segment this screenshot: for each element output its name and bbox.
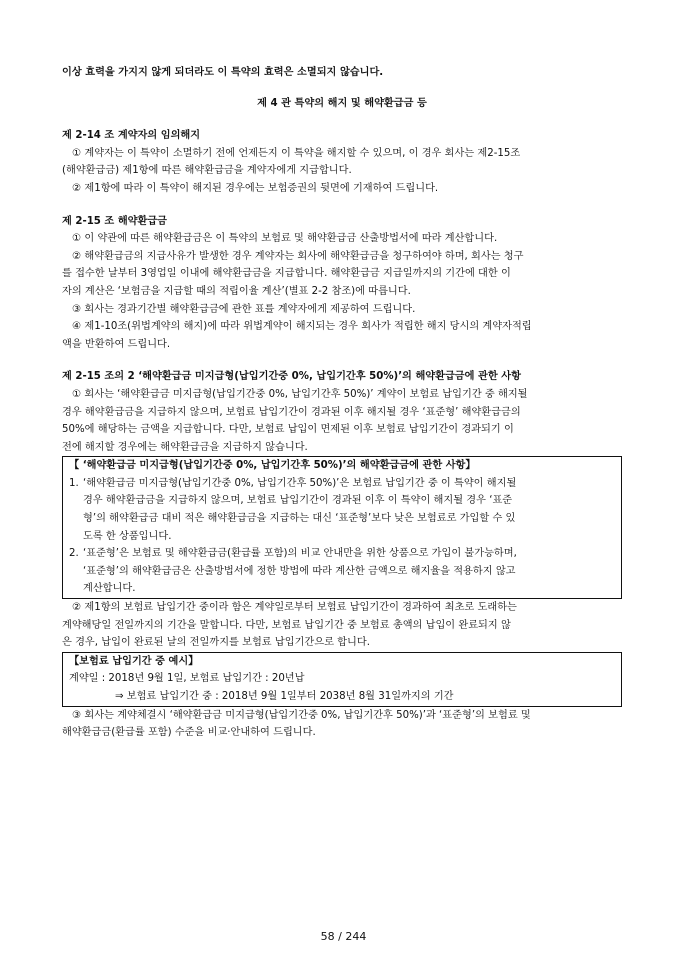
article-2-14-paragraph-2: ② 제1항에 따라 이 특약이 해지된 경우에는 보험증권의 뒷면에 기재하여 드립니다.	[72, 182, 439, 194]
article-2-15-title: 제 2-15 조 해약환급금	[62, 215, 168, 227]
text-line: (해약환급금) 제1항에 따른 해약환급금을 계약자에게 지급합니다.	[62, 165, 352, 177]
article-2-15-2-title: 제 2-15 조의 2 ‘해약환급금 미지급형(납입기간중 0%, 납입기간후 50%)’의 해약환급금에 관한 사항	[62, 371, 521, 383]
text-line: 경우 해약환급금을 지급하지 않으며, 보험료 납입기간이 경과된 이후 해지될 경우 ‘표준형’ 해약환급금의	[62, 406, 521, 418]
refund-info-box-title: 【 ‘해약환급금 미지급형(납입기간중 0%, 납입기간후 50%)’의 해약환급금에 관한 사항】	[69, 460, 476, 472]
text-line: 경우 해약환급금을 지급하지 않으며, 보험료 납입기간이 경과된 이후 이 특약이 해지될 경우 ‘표준	[83, 495, 513, 507]
text-line: ‘표준형’은 보험료 및 해약환급금(환급률 포함)의 비교 안내만을 위한 상품으로 가입이 불가능하며,	[83, 548, 517, 560]
example-line: ⇒ 보험료 납입기간 중 : 2018년 9월 1일부터 2038년 8월 31일까지의 기간	[115, 691, 454, 702]
article-2-15-2-paragraph-1: ① 회사는 ‘해약환급금 미지급형(납입기간중 0%, 납입기간후 50%)’ 계약이 보험료 납입기간 중 해지될	[72, 388, 528, 400]
section-title: 제 4 관 특약의 해지 및 해약환급금 등	[257, 97, 427, 109]
list-item-text	[83, 545, 615, 598]
text-line: ‘해약환급금 미지급형(납입기간중 0%, 납입기간후 50%)’은 보험료 납입기간 중 이 특약이 해지될	[83, 477, 517, 489]
text-line: ① 계약자는 이 특약이 소멸하기 전에 언제든지 이 특약을 해지할 수 있으며, 이 경우 회사는 제2-15조	[72, 147, 521, 159]
intro-text: 이상 효력을 가지지 않게 되더라도 이 특약의 효력은 소멸되지 않습니다.	[62, 67, 384, 78]
article-2-15-paragraph-4: ④ 제1-10조(위법계약의 해지)에 따라 위법계약이 해지되는 경우 회사가 적립한 해지 당시의 계약자적립	[72, 321, 532, 333]
refund-info-list	[69, 475, 615, 598]
text-line: 도록 한 상품입니다.	[83, 530, 172, 542]
article-2-15-2-paragraph-3: ③ 회사는 계약체결시 ‘해약환급금 미지급형(납입기간중 0%, 납입기간후 50%)’과 ‘표준형’의 보험료 및	[72, 709, 531, 721]
text-line: 액을 반환하여 드립니다.	[62, 338, 171, 350]
text-line: ‘표준형’의 해약환급금은 산출방법서에 정한 방법에 따라 계산한 금액으로 해지율을 적용하지 않고	[83, 565, 516, 577]
text-line: 50%에 해당하는 금액을 지급합니다. 다만, 보험료 납입이 면제된 이후 보험료 납입기간이 경과되기 이	[62, 424, 514, 436]
list-item-text	[83, 475, 615, 545]
payment-period-example-box	[62, 652, 622, 707]
text-line: 해약환급금(환급률 포함) 수준을 비교·안내하여 드립니다.	[62, 727, 316, 739]
page-number: 58 / 244	[320, 930, 367, 943]
article-2-15-paragraph-2: ② 해약환급금의 지급사유가 발생한 경우 계약자는 회사에 해약환급금을 청구하여야 하며, 회사는 청구	[72, 250, 524, 262]
list-item	[69, 475, 615, 545]
list-item	[69, 545, 615, 598]
article-2-15-paragraph-3: ③ 회사는 경과기간별 해약환급금에 관한 표를 계약자에게 제공하여 드립니다.	[72, 303, 416, 315]
text-line: 은 경우, 납입이 완료된 날의 전일까지를 보험료 납입기간으로 합니다.	[62, 637, 370, 649]
list-item-number: 2.	[69, 548, 79, 560]
article-2-14-title: 제 2-14 조 계약자의 임의해지	[62, 130, 201, 142]
article-2-15-paragraph-1: ① 이 약관에 따른 해약환급금은 이 특약의 보험료 및 해약환급금 산출방법서에 따라 계산합니다.	[72, 233, 498, 245]
document-page	[62, 64, 622, 742]
article-2-14-paragraph-1	[62, 145, 622, 163]
text-line: 자의 계산은 ‘보험금을 지급할 때의 적립이율 계산’(별표 2-2 참조)에 따릅니다.	[62, 285, 411, 297]
text-line: 형’의 해약환급금 대비 적은 해약환급금을 지급하는 대신 ‘표준형’보다 낮은 보험료로 가입할 수 있	[83, 513, 516, 525]
example-box-title: 【보험료 납입기간 중 예시】	[69, 655, 199, 667]
text-line: 를 접수한 날부터 3영업일 이내에 해약환급금을 지급합니다. 해약환급금 지급일까지의 기간에 대한 이	[62, 268, 511, 280]
text-line: 전에 해지할 경우에는 해약환급금을 지급하지 않습니다.	[62, 441, 308, 453]
example-line: 계약일 : 2018년 9월 1일, 보험료 납입기간 : 20년납	[69, 673, 305, 685]
article-2-15-2-paragraph-2: ② 제1항의 보험료 납입기간 중이라 함은 계약일로부터 보험료 납입기간이 경과하여 최초로 도래하는	[72, 602, 517, 614]
list-item-number: 1.	[69, 477, 79, 489]
refund-info-box	[62, 456, 622, 599]
text-line: 계약해당일 전일까지의 기간을 말합니다. 다만, 보험료 납입기간 중 보험료 총액의 납입이 완료되지 않	[62, 619, 511, 631]
text-line: 계산합니다.	[83, 583, 136, 595]
